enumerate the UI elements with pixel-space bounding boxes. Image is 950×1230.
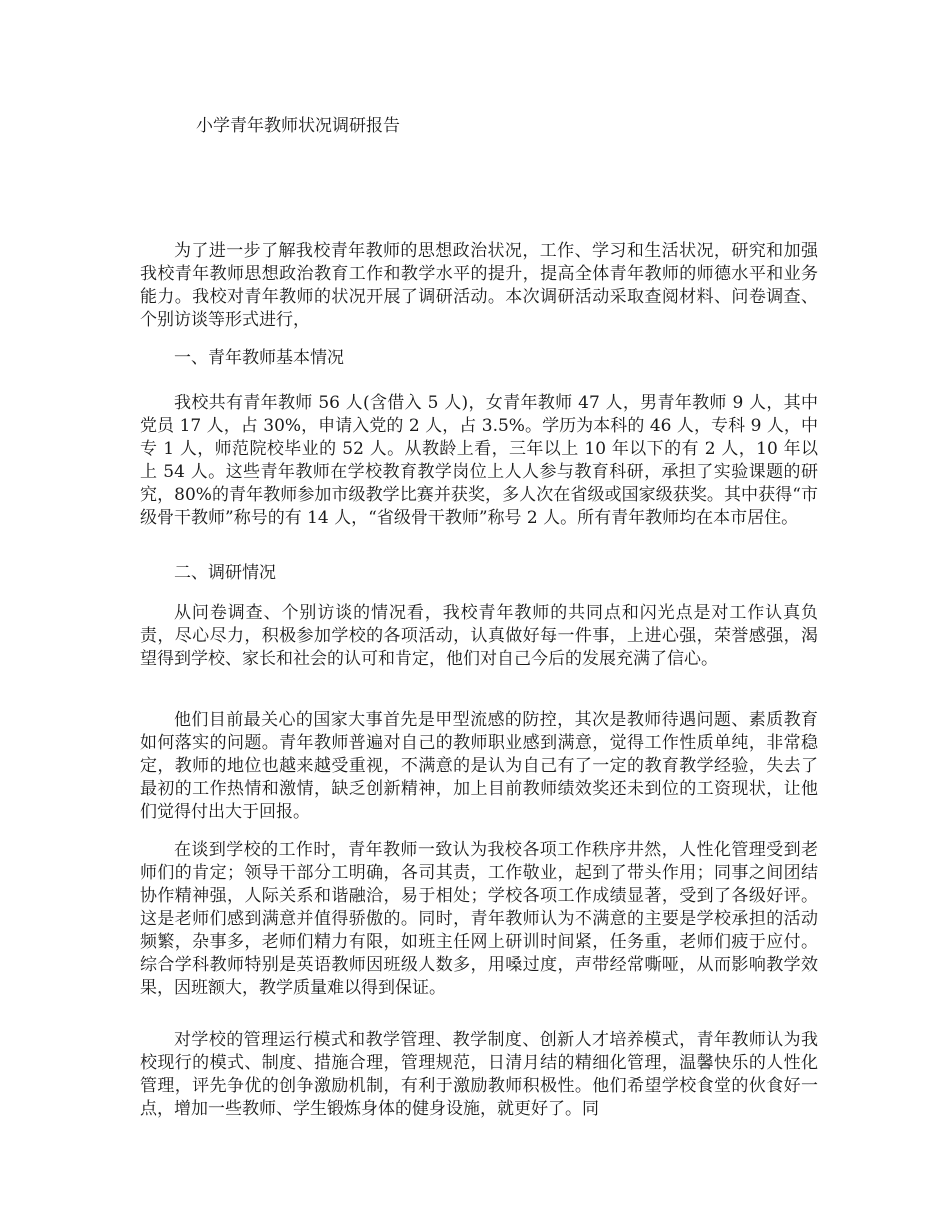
survey-paragraph-1: 从问卷调查、个别访谈的情况看，我校青年教师的共同点和闪光点是对工作认真负责，尽心尽力，积极参加学校的各项活动，认真做好每一件事，上进心强，荣誉感强，渴望得到学校、家长和社会的认可和肯定，他们对自己今后的发展充满了信心。 xyxy=(140,603,818,669)
section-heading-survey: 二、调研情况 xyxy=(174,563,276,583)
document-title: 小学青年教师状况调研报告 xyxy=(196,116,400,136)
survey-paragraph-4: 对学校的管理运行模式和教学管理、教学制度、创新人才培养模式，青年教师认为我校现行的模式、制度、措施合理，管理规范，日清月结的精细化管理，温馨快乐的人性化管理，评先争优的创争激励机制，有利于激励教师积极性。他们希望学校食堂的伙食好一点，增加一些教师、学生锻炼身体的健身设施，就更好了。同 xyxy=(140,1030,818,1119)
basic-info-paragraph: 我校共有青年教师 56 人(含借入 5 人)，女青年教师 47 人，男青年教师 9 人，其中党员 17 人，占 30%，申请入党的 2 人，占 3.5%。学历为本科的 46 人，专科 9 人，中专 1 人，师范院校毕业的 52 人。从教龄上看，三年以上 10 年以下的有 2 人，10 年以上 54 人。这些青年教师在学校教育教学岗位上人人参与教育科研，承担了实验课题的研究，80%的青年教师参加市级教学比赛并获奖，多人次在省级或国家级获奖。其中获得“市级骨干教师”称号的有 14 人，“省级骨干教师”称号 2 人。所有青年教师均在本市居住。 xyxy=(140,393,818,528)
section-heading-basic-info: 一、青年教师基本情况 xyxy=(174,348,344,368)
intro-paragraph: 为了进一步了解我校青年教师的思想政治状况，工作、学习和生活状况，研究和加强我校青年教师思想政治教育工作和教学水平的提升，提高全体青年教师的师德水平和业务能力。我校对青年教师的状况开展了调研活动。本次调研活动采取查阅材料、问卷调查、个别访谈等形式进行， xyxy=(140,241,818,330)
survey-paragraph-2: 他们目前最关心的国家大事首先是甲型流感的防控，其次是教师待遇问题、素质教育如何落实的问题。青年教师普遍对自己的教师职业感到满意，觉得工作性质单纯，非常稳定，教师的地位也越来越受重视，不满意的是认为自己有了一定的教育教学经验，失去了最初的工作热情和激情，缺乏创新精神，加上目前教师绩效奖还未到位的工资现状，让他们觉得付出大于回报。 xyxy=(140,710,818,822)
survey-paragraph-3: 在谈到学校的工作时，青年教师一致认为我校各项工作秩序井然，人性化管理受到老师们的肯定；领导干部分工明确，各司其责，工作敬业，起到了带头作用；同事之间团结协作精神强，人际关系和谐融洽，易于相处；学校各项工作成绩显著，受到了各级好评。这是老师们感到满意并值得骄傲的。同时，青年教师认为不满意的主要是学校承担的活动频繁，杂事多，老师们精力有限，如班主任网上研训时间紧，任务重，老师们疲于应付。综合学科教师特别是英语教师因班级人数多，用嗓过度，声带经常嘶哑，从而影响教学效果，因班额大，教学质量难以得到保证。 xyxy=(140,840,818,998)
